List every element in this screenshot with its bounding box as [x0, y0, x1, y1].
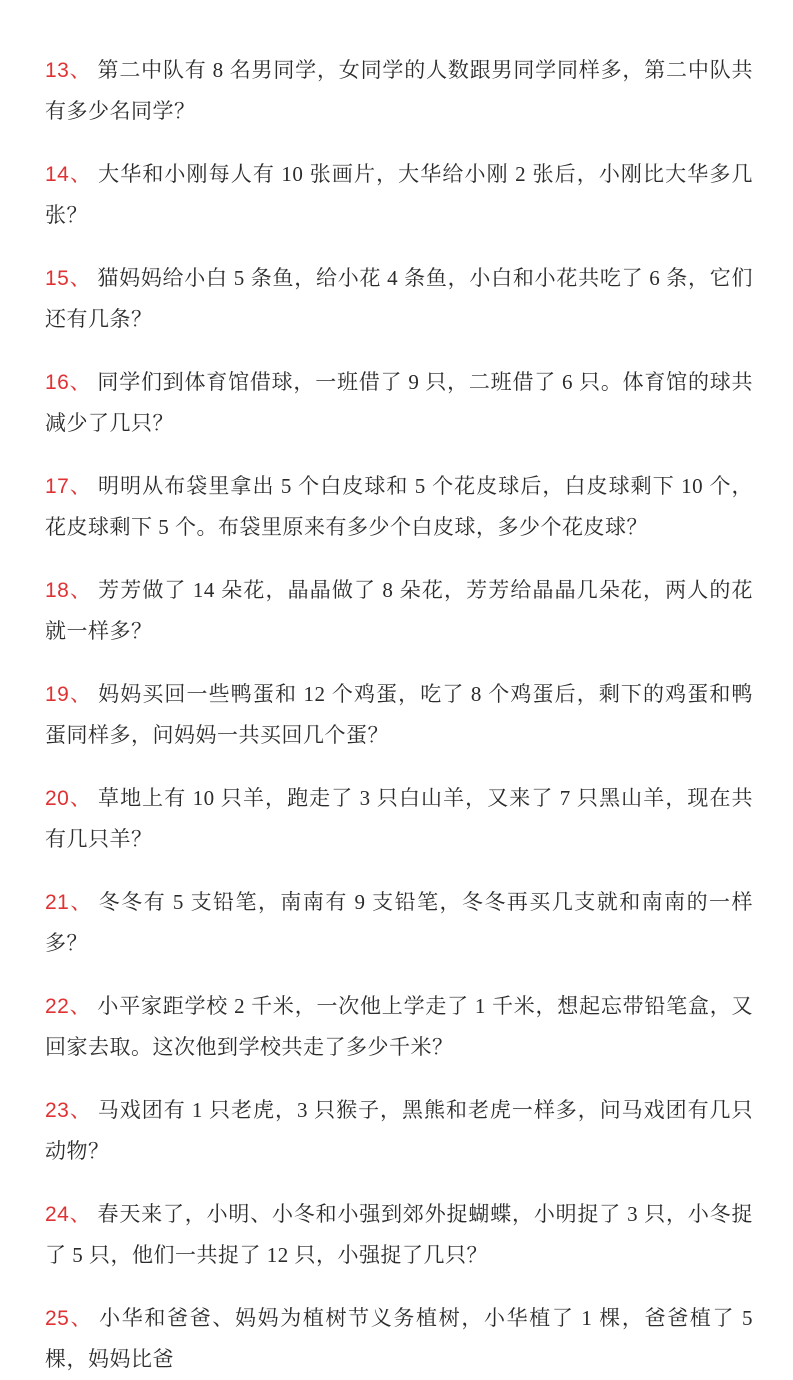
problem-23-number: 23、 [45, 1099, 92, 1122]
problem-20-text: 草地上有 10 只羊，跑走了 3 只白山羊，又来了 7 只黑山羊，现在共有几只羊？ [45, 786, 754, 851]
problem-22-text: 小平家距学校 2 千米，一次他上学走了 1 千米，想起忘带铅笔盒，又回家去取。这次他到学校共走了多少千米？ [45, 994, 754, 1059]
problem-24-number: 24、 [45, 1203, 92, 1226]
problem-22-number: 22、 [45, 995, 92, 1018]
problem-17 [45, 466, 753, 548]
problem-18-text: 芳芳做了 14 朵花，晶晶做了 8 朵花，芳芳给晶晶几朵花，两人的花就一样多？ [45, 578, 754, 643]
problem-25-text: 小华和爸爸、妈妈为植树节义务植树，小华植了 1 棵，爸爸植了 5 棵，妈妈比爸 [45, 1306, 754, 1371]
problem-23 [45, 1090, 753, 1172]
problem-21 [45, 882, 753, 964]
problem-15-number: 15、 [45, 267, 92, 290]
problem-13-number: 13、 [45, 59, 92, 82]
problem-24 [45, 1194, 753, 1276]
problem-22 [45, 986, 753, 1068]
problem-20 [45, 778, 753, 860]
problem-21-number: 21、 [45, 891, 93, 914]
problem-17-text: 明明从布袋里拿出 5 个白皮球和 5 个花皮球后，白皮球剩下 10 个，花皮球剩下 5 个。布袋里原来有多少个白皮球，多少个花皮球？ [45, 474, 754, 539]
problem-19-text: 妈妈买回一些鸭蛋和 12 个鸡蛋，吃了 8 个鸡蛋后，剩下的鸡蛋和鸭蛋同样多，问妈妈一共买回几个蛋？ [45, 682, 754, 747]
problem-15 [45, 258, 753, 340]
problem-23-text: 马戏团有 1 只老虎，3 只猴子，黑熊和老虎一样多，问马戏团有几只动物？ [45, 1098, 754, 1163]
problem-21-text: 冬冬有 5 支铅笔，南南有 9 支铅笔，冬冬再买几支就和南南的一样多？ [45, 890, 754, 955]
problem-14 [45, 154, 753, 236]
problem-14-text: 大华和小刚每人有 10 张画片，大华给小刚 2 张后，小刚比大华多几张？ [45, 162, 754, 227]
problem-25-number: 25、 [45, 1307, 94, 1330]
problem-16-text: 同学们到体育馆借球，一班借了 9 只，二班借了 6 只。体育馆的球共减少了几只？ [45, 370, 754, 435]
problem-19-number: 19、 [45, 683, 93, 706]
problem-24-text: 春天来了，小明、小冬和小强到郊外捉蝴蝶，小明捉了 3 只，小冬捉了 5 只，他们一共捉了 12 只，小强捉了几只？ [45, 1202, 754, 1267]
problem-18 [45, 570, 753, 652]
problem-16 [45, 362, 753, 444]
problem-20-number: 20、 [45, 787, 92, 810]
problem-17-number: 17、 [45, 475, 92, 498]
problem-13-text: 第二中队有 8 名男同学，女同学的人数跟男同学同样多，第二中队共有多少名同学？ [45, 58, 754, 123]
problem-13 [45, 50, 753, 132]
problem-14-number: 14、 [45, 163, 93, 186]
problem-25 [45, 1298, 753, 1380]
problem-19 [45, 674, 753, 756]
problem-16-number: 16、 [45, 371, 92, 394]
problem-18-number: 18、 [45, 579, 93, 602]
problem-15-text: 猫妈妈给小白 5 条鱼，给小花 4 条鱼，小白和小花共吃了 6 条，它们还有几条？ [45, 266, 754, 331]
